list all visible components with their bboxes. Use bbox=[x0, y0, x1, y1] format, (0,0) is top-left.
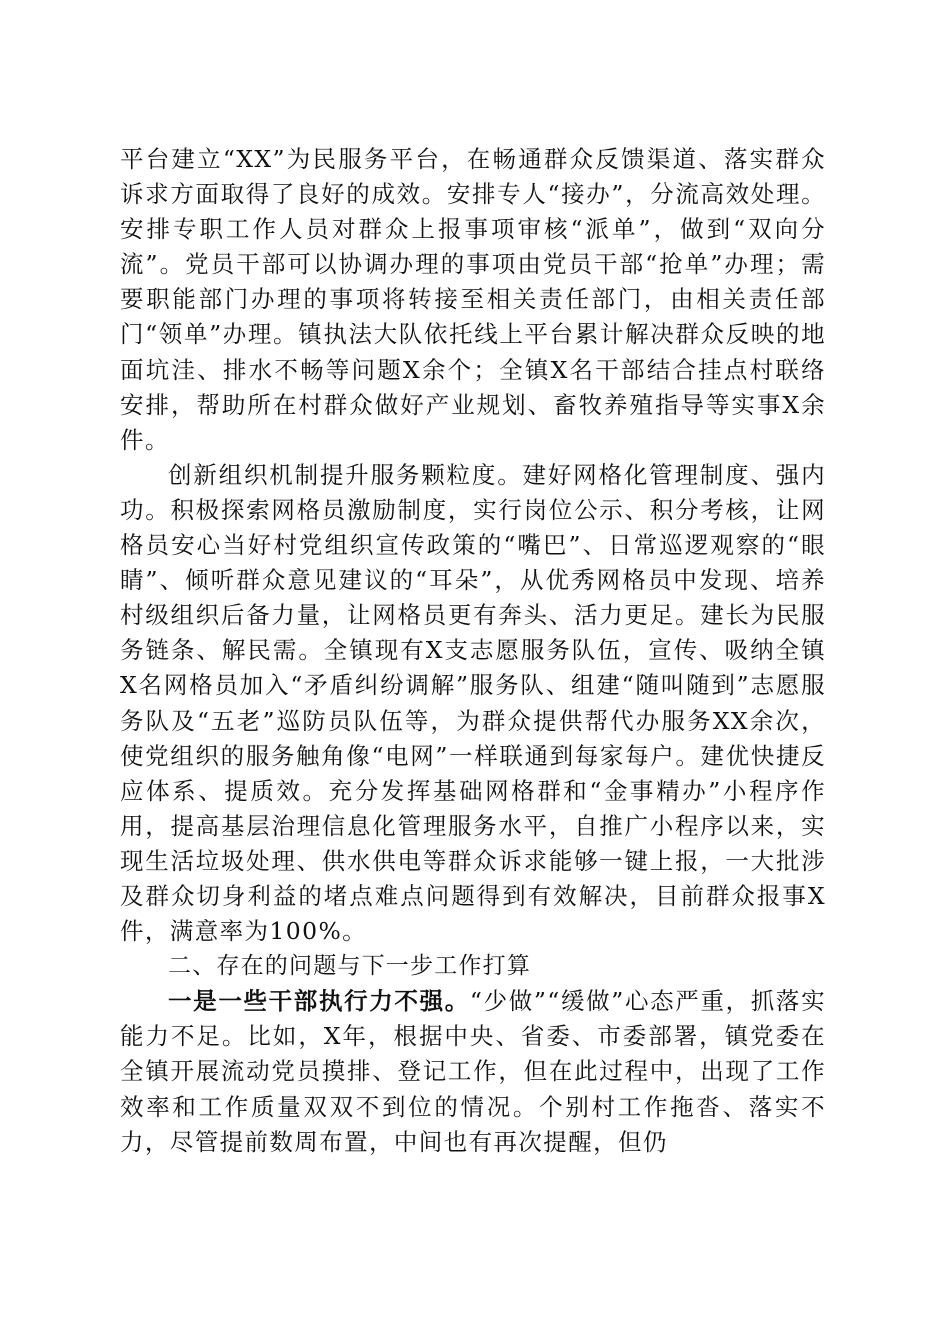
paragraph-organization-mechanism: 创新组织机制提升服务颗粒度。建好网格化管理制度、强内功。积极探索网格员激励制度，实行岗位公示、积分考核，让网格员安心当好村党组织宣传政策的“嘴巴”、日常巡逻观察的“眼睛”、倾听群众意见建议的“耳朵”，从优秀网格员中发现、培养村级组织后备力量，让网格员更有奔头、活力更足。建长为民服务链条、解民需。全镇现有X支志愿服务队伍，宣传、吸纳全镇X名网格员加入“矛盾纠纷调解”服务队、组建“随叫随到”志愿服务队及“五老”巡防员队伍等，为群众提供帮代办服务XX余次，使党组织的服务触角像“电网”一样联通到每家每户。建优快捷反应体系、提质效。充分发挥基础网格群和“金事精办”小程序作用，提高基层治理信息化管理服务水平，自推广小程序以来，实现生活垃圾处理、供水供电等群众诉求能够一键上报，一大批涉及群众切身利益的堵点难点问题得到有效解决，目前群众报事X件，满意率为100%。 bbox=[120, 460, 826, 946]
paragraph-problem-one bbox=[120, 984, 826, 1159]
paragraph-service-platform: 平台建立“XX”为民服务平台，在畅通群众反馈渠道、落实群众诉求方面取得了良好的成效。安排专人“接办”，分流高效处理。安排专职工作人员对群众上报事项审核“派单”，做到“双向分流”。党员干部可以协调办理的事项由党员干部“抢单”办理；需要职能部门办理的事项将转接至相关责任部门，由相关责任部门“领单”办理。镇执法大队依托线上平台累计解决群众反映的地面坑洼、排水不畅等问题X余个；全镇X名干部结合挂点村联络安排，帮助所在村群众做好产业规划、畜牧养殖指导等实事X余件。 bbox=[120, 145, 826, 454]
paragraph-body: “少做”“缓做”心态严重，抓落实能力不足。比如，X年，根据中央、省委、市委部署，镇党委在全镇开展流动党员摸排、登记工作，但在此过程中，出现了工作效率和工作质量双双不到位的情况。个别村工作拖沓、落实不力，尽管提前数周布置，中间也有再次提醒，但仍 bbox=[120, 987, 826, 1156]
section-heading: 二、存在的问题与下一步工作打算 bbox=[168, 953, 531, 980]
paragraph-lead: 一是一些干部执行力不强。 bbox=[168, 987, 470, 1016]
document-body bbox=[120, 142, 826, 1160]
